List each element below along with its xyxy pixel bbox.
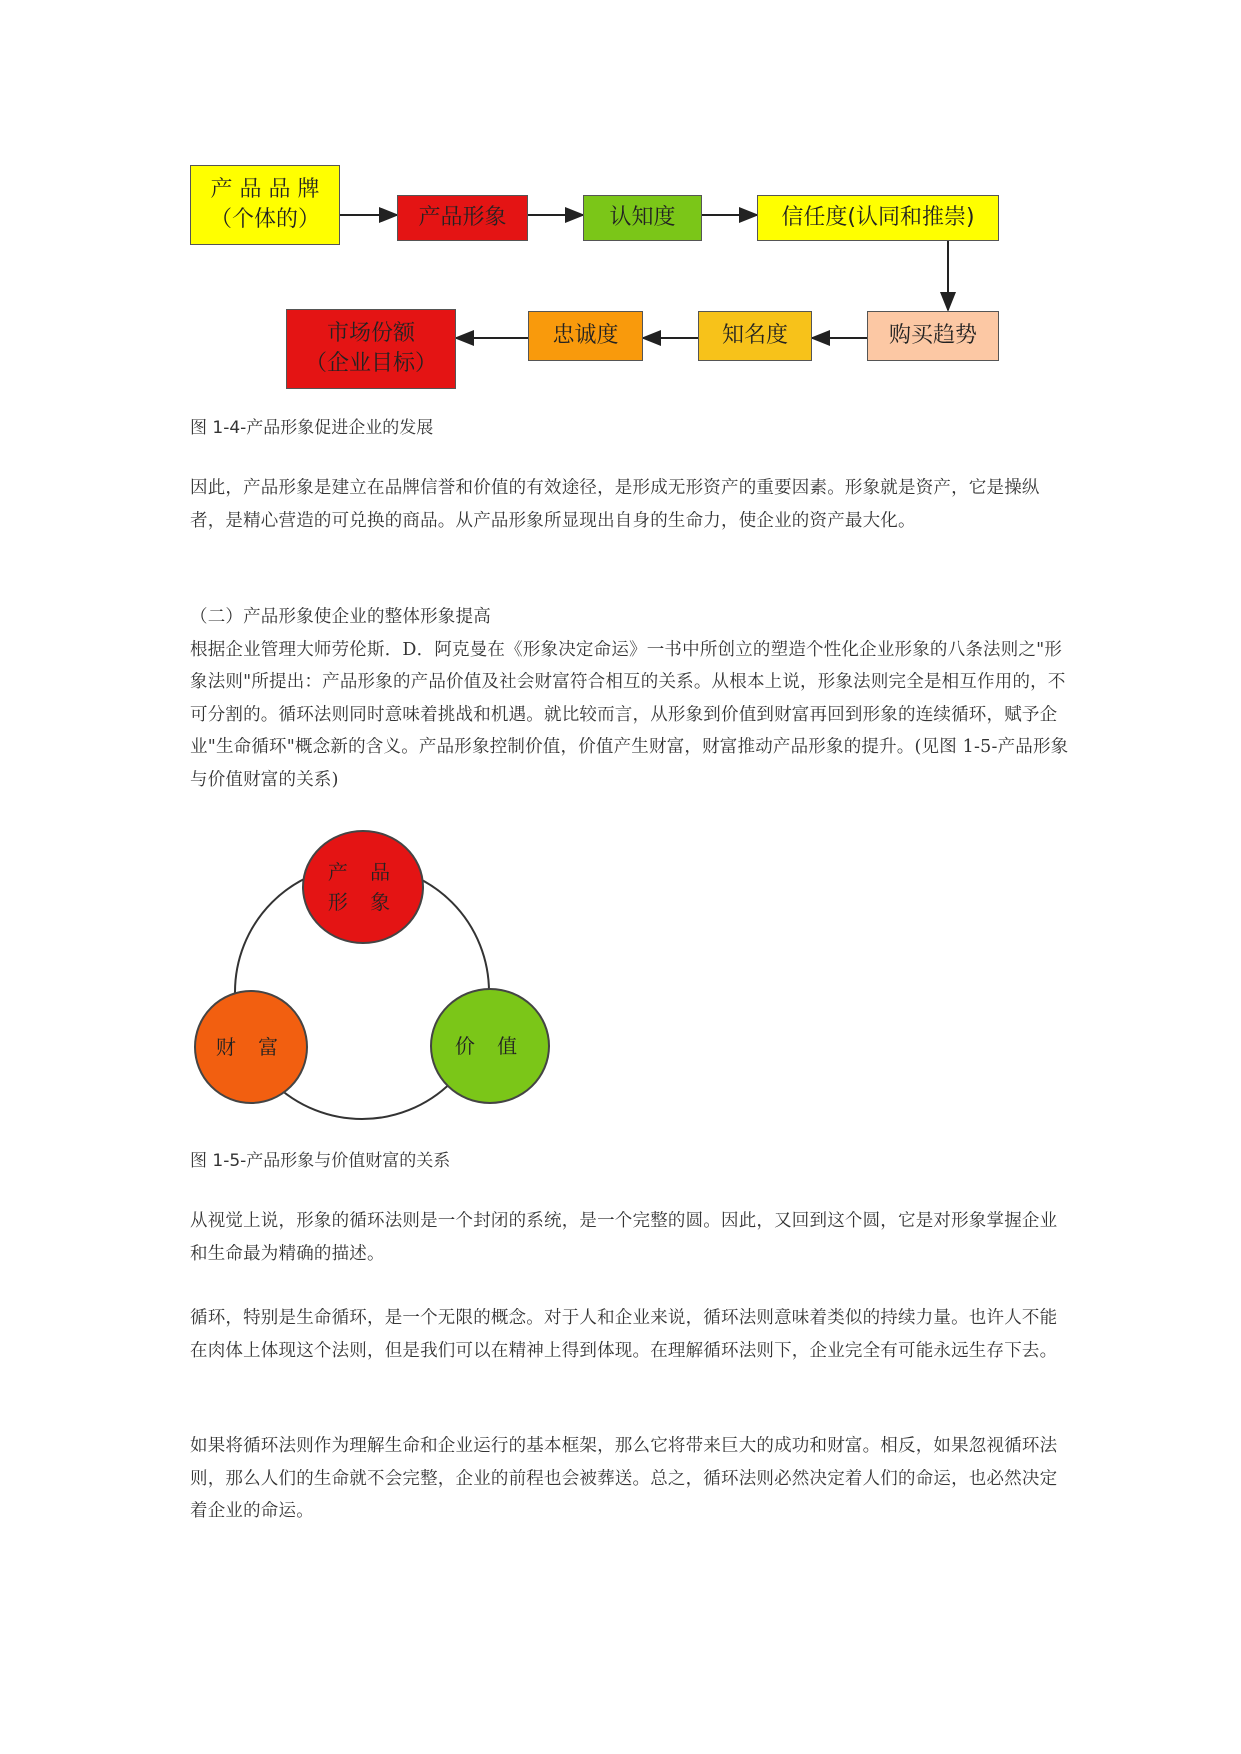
- box-awareness: 认知度: [583, 195, 702, 241]
- section-2: [190, 601, 1070, 796]
- paragraph-1-text: 因此，产品形象是建立在品牌信誉和价值的有效途径，是形成无形资产的重要因素。形象就是资产，它是操纵者，是精心营造的可兑换的商品。从产品形象所显现出自身的生命力，使企业的资产最大化。: [190, 478, 1040, 531]
- paragraph-3: [190, 1302, 1070, 1367]
- box-buying-trend: 购买趋势: [867, 311, 999, 361]
- figure-caption-1-5: 图 1-5-产品形象与价值财富的关系: [190, 1151, 451, 1171]
- node-product-image: 产 品 形 象: [302, 830, 424, 944]
- box-product-brand: 产 品 品 牌 （个体的）: [190, 165, 340, 245]
- box-market-share: 市场份额 （企业目标）: [286, 309, 456, 389]
- box-product-image: 产品形象: [397, 195, 528, 241]
- paragraph-2-text: 从视觉上说，形象的循环法则是一个封闭的系统，是一个完整的圆。因此，又回到这个圆，它是对形象掌握企业和生命最为精确的描述。: [190, 1211, 1058, 1264]
- box-fame: 知名度: [698, 311, 812, 361]
- node-wealth: 财 富: [194, 990, 308, 1104]
- paragraph-4: [190, 1430, 1070, 1528]
- figure-caption-1-4: 图 1-4-产品形象促进企业的发展: [190, 418, 434, 438]
- section-2-body: 根据企业管理大师劳伦斯．D．阿克曼在《形象决定命运》一书中所创立的塑造个性化企业形象的八条法则之"形象法则"所提出：产品形象的产品价值及社会财富符合相互的关系。从根本上说，形象法则完全是相互作用的，不可分割的。循环法则同时意味着挑战和机遇。就比较而言，从形象到价值到财富再回到形象的连续循环，赋予企业"生命循环"概念新的含义。产品形象控制价值，价值产生财富，财富推动产品形象的提升。(见图 1-5-产品形象与价值财富的关系): [190, 639, 1069, 790]
- section-2-heading: （二）产品形象使企业的整体形象提高: [190, 607, 491, 627]
- flow-diagram: [190, 165, 1010, 400]
- box-loyalty: 忠诚度: [528, 311, 643, 361]
- cycle-diagram: [190, 830, 560, 1140]
- paragraph-1: [190, 472, 1070, 537]
- paragraph-2: [190, 1205, 1070, 1270]
- paragraph-4-text: 如果将循环法则作为理解生命和企业运行的基本框架，那么它将带来巨大的成功和财富。相反，如果忽视循环法则，那么人们的生命就不会完整，企业的前程也会被葬送。总之，循环法则必然决定着人们的命运，也必然决定着企业的命运。: [190, 1436, 1058, 1521]
- paragraph-3-text: 循环，特别是生命循环，是一个无限的概念。对于人和企业来说，循环法则意味着类似的持续力量。也许人不能在肉体上体现这个法则，但是我们可以在精神上得到体现。在理解循环法则下，企业完全有可能永远生存下去。: [190, 1308, 1058, 1361]
- node-value: 价 值: [430, 988, 550, 1104]
- box-trust: 信任度(认同和推崇): [757, 195, 999, 241]
